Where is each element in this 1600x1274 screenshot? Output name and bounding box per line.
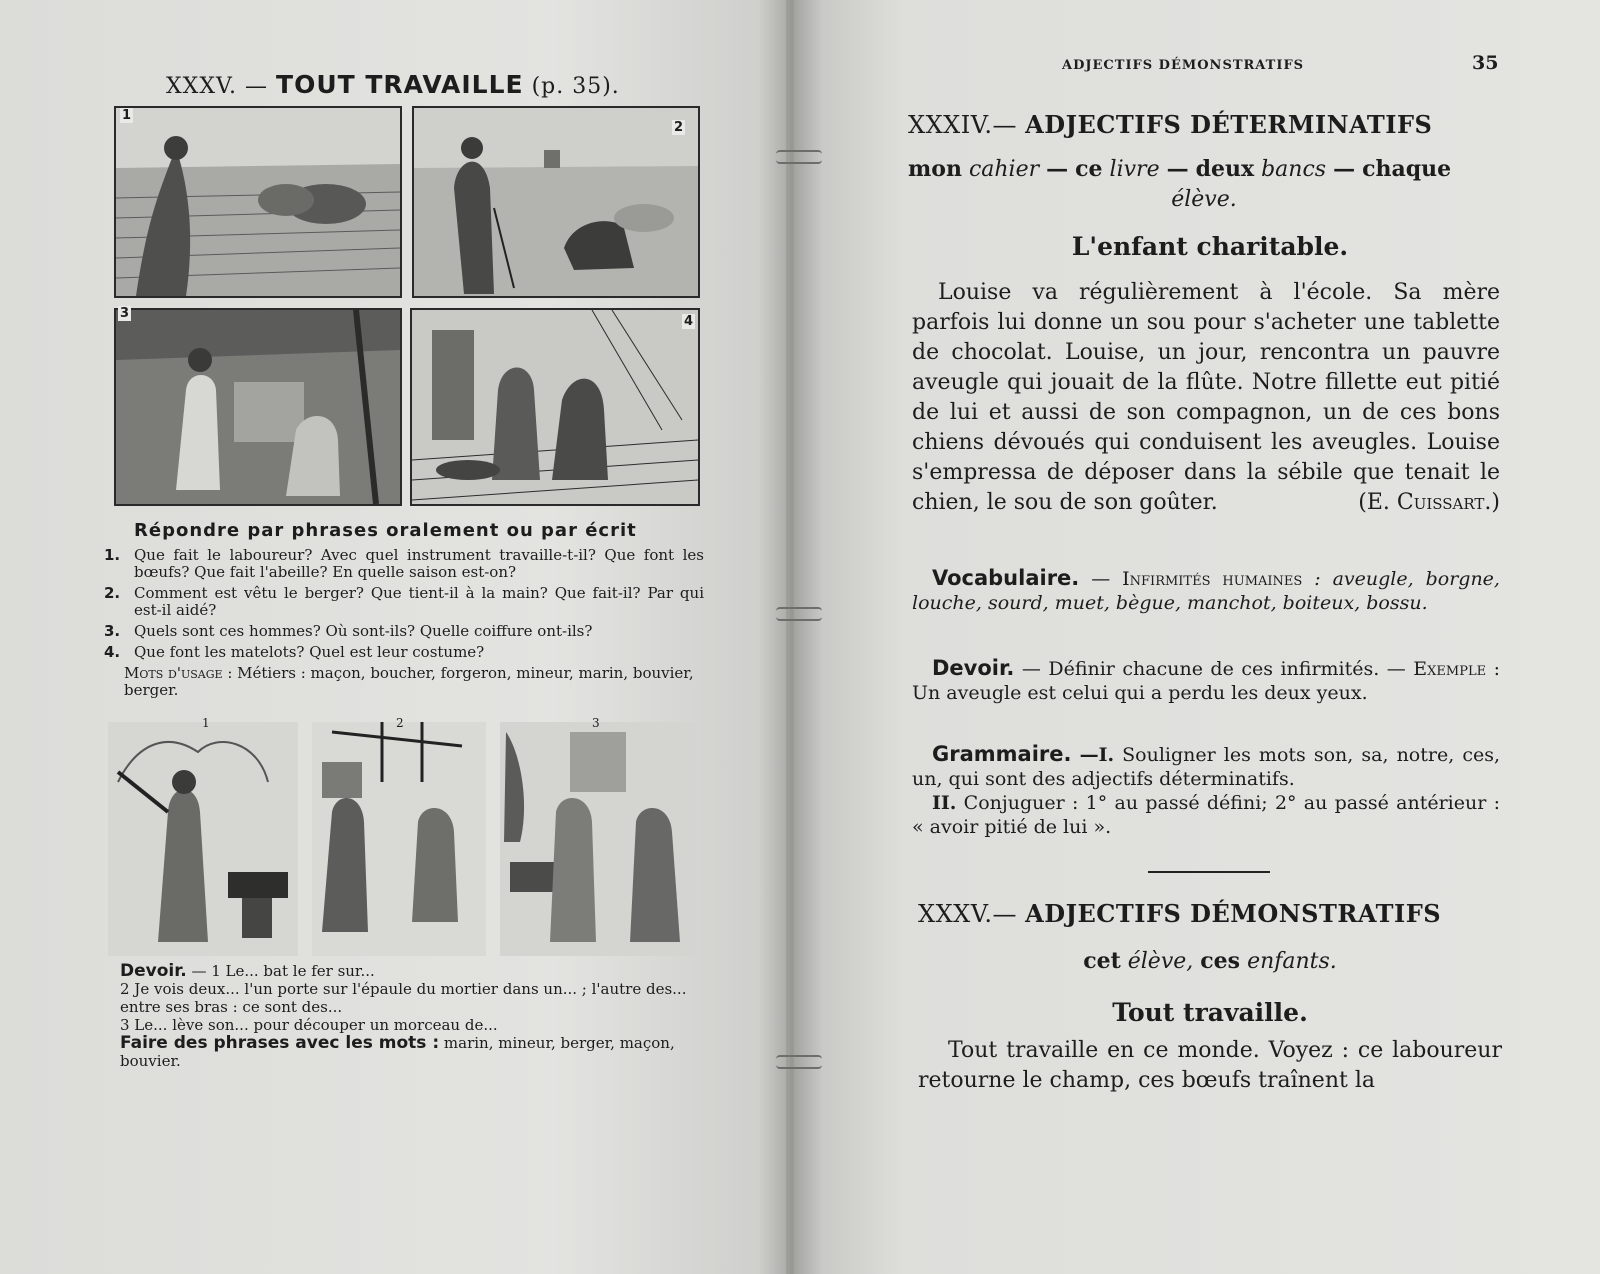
blacksmith-image: [108, 722, 298, 956]
masons-engraving: [312, 716, 486, 956]
miners-with-cart-engraving: [114, 308, 402, 506]
example-word: deux: [1195, 156, 1255, 182]
reading-text: Tout travaille en ce monde. Voyez : ce laboureur retourne le champ, ces bœufs traînent la: [918, 1038, 1502, 1093]
example-word: cet: [1083, 948, 1121, 974]
exercise-subtitle: Répondre par phrases oralement ou par écrit: [134, 520, 637, 541]
example-word: ces: [1200, 948, 1241, 974]
example-word: chaque: [1362, 156, 1452, 182]
exemple-text: : Un aveugle est celui qui a perdu les deux yeux.: [912, 658, 1500, 704]
usage-words: [104, 665, 704, 699]
example-word: enfants.: [1247, 949, 1337, 974]
grammar-item-text: Souligner les mots son, sa, notre, ces, un, qui sont des adjectifs déterminatifs.: [912, 744, 1500, 790]
question-number: 4.: [104, 643, 121, 661]
sailors-image: [412, 310, 698, 504]
question-item: [104, 623, 704, 640]
vocabulary-dash: —: [1091, 568, 1111, 590]
book-gutter: [786, 0, 794, 1274]
butcher-shop-engraving: [500, 716, 696, 956]
vocabulary-words: : aveugle, borgne, louche, sourd, muet, bègue, manchot, boiteux, bossu.: [912, 568, 1500, 614]
picture-number: 4: [684, 314, 694, 329]
running-head: ADJECTIFS DÉMONSTRATIFS: [1062, 58, 1305, 73]
story-text-block: [912, 278, 1500, 518]
devoir-label: Devoir.: [120, 961, 187, 981]
section-heading: [908, 110, 1432, 139]
section-title: ADJECTIFS DÉMONSTRATIFS: [1025, 899, 1442, 928]
butcher-image: [500, 722, 696, 956]
title-prefix: XXXV. —: [166, 74, 269, 99]
example-word: ce: [1075, 156, 1103, 182]
devoir-line: 2 Je vois deux... l'un porte sur l'épaule du mortier dans un... ; l'autre des... entre ses bras : ce sont des...: [120, 980, 687, 1016]
devoir-line: 3 Le... lève son... pour découper un morceau de...: [120, 1016, 498, 1034]
drawing-number: 2: [396, 716, 404, 730]
left-page-title: [166, 70, 620, 99]
story-title: L'enfant charitable.: [1071, 232, 1349, 261]
title-main: TOUT TRAVAILLE: [276, 70, 524, 99]
binding-stitch: [776, 607, 822, 621]
example-dash: —: [1046, 156, 1069, 182]
shepherd-with-dog-engraving: [412, 106, 700, 298]
question-number: 2.: [104, 584, 121, 602]
drawing-number: 1: [202, 716, 210, 730]
devoir-text: — Définir chacune de ces infirmités. —: [1021, 658, 1406, 680]
binding-stitch: [776, 150, 822, 164]
question-number: 3.: [104, 622, 121, 640]
story-source: (E. Cuissart.): [1358, 490, 1500, 515]
section-divider: [1148, 871, 1270, 873]
grammar-item-number: —I.: [1079, 744, 1115, 766]
right-devoir-block: [912, 656, 1500, 705]
question-text: Comment est vêtu le berger? Que tient-il à la main? Que fait-il? Par qui est-il aidé?: [134, 584, 704, 619]
plowing-field-engraving: [114, 106, 402, 298]
section-title: ADJECTIFS DÉTERMINATIFS: [1025, 110, 1433, 139]
example-word: mon: [908, 156, 962, 182]
binding-stitch: [776, 1055, 822, 1069]
phrases-label: Faire des phrases avec les mots :: [120, 1033, 440, 1053]
picture-number: 3: [120, 306, 130, 321]
reading-title: Tout travaille.: [1112, 998, 1308, 1027]
grammar-block: [912, 742, 1500, 839]
page-number: 35: [1472, 52, 1499, 74]
question-text: Que font les matelots? Quel est leur costume?: [134, 643, 485, 661]
example-dash: —: [1166, 156, 1189, 182]
shepherd-image: [414, 108, 698, 296]
devoir-label: Devoir.: [932, 656, 1015, 680]
vocabulary-block: [912, 566, 1500, 615]
devoir-line: — 1 Le... bat le fer sur...: [191, 962, 375, 980]
title-suffix: (p. 35).: [531, 74, 620, 99]
picture-number: 2: [674, 120, 684, 135]
trades-illustrations: [108, 716, 704, 956]
picture-number: 1: [122, 108, 132, 123]
phrases-text: marin, mineur, berger, maçon, bouvier.: [120, 1034, 675, 1070]
usage-label: Mots d'usage: [124, 664, 223, 682]
question-item: [104, 585, 704, 619]
vocabulary-label: Vocabulaire.: [932, 566, 1080, 590]
left-devoir: [104, 962, 704, 1070]
miners-image: [116, 310, 400, 504]
question-text: Quels sont ces hommes? Où sont-ils? Quelle coiffure ont-ils?: [134, 622, 593, 640]
grammar-label: Grammaire.: [932, 742, 1072, 766]
grammar-item-number: II.: [932, 792, 957, 814]
plowing-field-image: [116, 108, 400, 296]
determinative-examples: [908, 154, 1500, 215]
section-heading: [918, 899, 1441, 928]
question-item: [104, 644, 704, 661]
example-dash: —: [1333, 156, 1356, 182]
example-word: bancs: [1261, 157, 1327, 182]
question-list: [104, 547, 704, 699]
example-word: élève.: [1171, 187, 1237, 212]
question-item: [104, 547, 704, 581]
question-number: 1.: [104, 546, 121, 564]
reading-text-block: [918, 1036, 1502, 1096]
example-word: livre: [1109, 157, 1160, 182]
usage-text: : Métiers : maçon, boucher, forgeron, mineur, marin, bouvier, berger.: [124, 664, 694, 699]
section-number: XXXV.—: [918, 900, 1018, 928]
question-text: Que fait le laboureur? Avec quel instrument travaille-t-il? Que font les bœufs? Que fait l'abeille? En quelle saison est-on?: [134, 546, 704, 581]
masons-image: [312, 722, 486, 956]
demonstrative-examples: [1000, 948, 1420, 974]
illustration-grid: [114, 106, 708, 518]
drawing-number: 3: [592, 716, 600, 730]
grammar-item-text: Conjuguer : 1° au passé défini; 2° au passé antérieur : « avoir pitié de lui ».: [912, 792, 1500, 838]
vocabulary-category: Infirmités humaines: [1122, 568, 1303, 590]
example-word: cahier: [968, 157, 1040, 182]
exemple-label: Exemple: [1413, 658, 1487, 680]
blacksmith-engraving: [108, 716, 298, 956]
sailors-on-deck-engraving: [410, 308, 700, 506]
section-number: XXXIV.—: [908, 111, 1018, 139]
story-text: Louise va régulièrement à l'école. Sa mère parfois lui donne un sou pour s'acheter une tablette de chocolat. Louise, un jour, rencontra un pauvre aveugle qui jouait de la flûte. Notre fillette eut pitié de lui et aussi de son compagnon, un de ces bons chiens dévoués qui conduisent les aveugles. Louise s'empressa de déposer dans la sébile que tenait le chien, le sou de son goûter.: [912, 280, 1500, 515]
example-word: élève,: [1127, 949, 1194, 974]
